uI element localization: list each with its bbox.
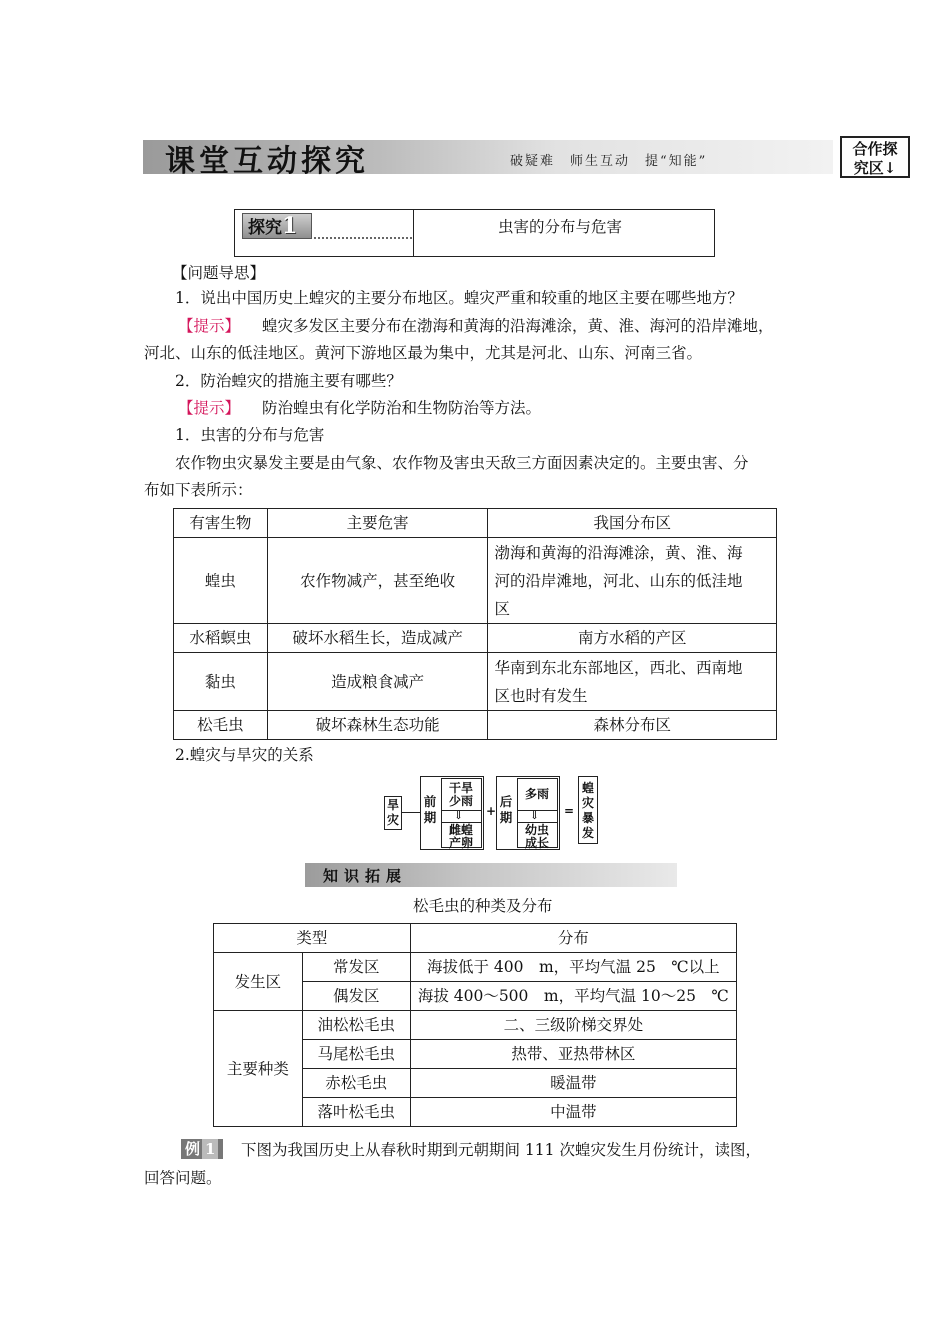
cooperation-zone-link[interactable] bbox=[840, 136, 910, 178]
result-label: 蝗灾暴发 bbox=[581, 781, 594, 840]
pest-area: 南方水稻的产区 bbox=[488, 624, 777, 653]
type-cell: 赤松毛虫 bbox=[302, 1069, 410, 1098]
early-top-label: 干旱少雨 bbox=[448, 781, 473, 808]
guide-heading: 【问题导思】 bbox=[172, 264, 266, 282]
knowledge-table-title: 松毛虫的种类及分布 bbox=[413, 897, 553, 915]
distribution-cell: 海拔 400～500 m，平均气温 10～25 ℃ bbox=[410, 982, 736, 1011]
pest-name: 水稻螟虫 bbox=[174, 624, 268, 653]
drought-box bbox=[384, 796, 402, 830]
body-heading-1: 1．虫害的分布与危害 bbox=[175, 426, 325, 444]
type-cell: 偶发区 bbox=[302, 982, 410, 1011]
answer-1-line-2: 河北、山东的低洼地区。黄河下游地区最为集中，尤其是河北、山东、河南三省。 bbox=[144, 344, 703, 362]
knowledge-banner-label: 知识拓展 bbox=[323, 867, 408, 885]
area-line: 区 bbox=[494, 599, 510, 618]
example-badge-label: 例 bbox=[185, 1140, 201, 1158]
hint-label-2: 【提示】 bbox=[178, 399, 241, 417]
type-cell: 落叶松毛虫 bbox=[302, 1098, 410, 1127]
type-cell: 常发区 bbox=[302, 953, 410, 982]
explore-badge-number: 1 bbox=[282, 213, 298, 239]
answer-2: 防治蝗虫有化学防治和生物防治等方法。 bbox=[262, 399, 542, 417]
distribution-cell: 暖温带 bbox=[410, 1069, 736, 1098]
coop-line-1: 合作探 bbox=[852, 140, 898, 158]
pest-area bbox=[488, 538, 777, 624]
table-header-row bbox=[214, 924, 737, 953]
example-badge bbox=[181, 1139, 223, 1159]
section-header-subtitle: 破疑难 师生互动 提“知能” bbox=[510, 154, 708, 169]
distribution-cell: 热带、亚热带林区 bbox=[410, 1040, 736, 1069]
area-line: 渤海和黄海的沿海滩涂，黄、淮、海 bbox=[494, 543, 743, 562]
section-title: 虫害的分布与危害 bbox=[498, 218, 623, 236]
example-line-2: 回答问题。 bbox=[144, 1169, 222, 1187]
pest-name: 松毛虫 bbox=[174, 711, 268, 740]
distribution-cell: 海拔低于 400 m，平均气温 25 ℃以上 bbox=[410, 953, 736, 982]
area-line: 华南到东北东部地区，西北、西南地 bbox=[494, 658, 743, 677]
example-badge-number: 1 bbox=[202, 1139, 218, 1159]
locust-drought-diagram bbox=[384, 774, 604, 852]
distribution-cell: 二、三级阶梯交界处 bbox=[410, 1011, 736, 1040]
pest-table bbox=[173, 508, 777, 740]
body-paragraph-line-1: 农作物虫灾暴发主要是由气象、农作物及害虫天敌三方面因素决定的。主要虫害、分 bbox=[175, 454, 749, 472]
pine-caterpillar-table bbox=[213, 923, 737, 1127]
answer-1-line-1: 蝗灾多发区主要分布在渤海和黄海的沿海滩涂，黄、淮、海河的沿岸滩地， bbox=[262, 317, 774, 335]
pest-area: 森林分布区 bbox=[488, 711, 777, 740]
body-heading-2: 2.蝗灾与旱灾的关系 bbox=[175, 746, 314, 764]
header-pest: 有害生物 bbox=[174, 509, 268, 538]
table-row bbox=[174, 711, 777, 740]
header-area: 我国分布区 bbox=[488, 509, 777, 538]
pest-harm: 造成粮食减产 bbox=[267, 653, 488, 711]
early-label: 前期 bbox=[423, 794, 437, 825]
table-row bbox=[174, 538, 777, 624]
question-1: 1．说出中国历史上蝗灾的主要分布地区。蝗灾严重和较重的地区主要在哪些地方？ bbox=[175, 289, 743, 307]
coop-line-2: 究区↓ bbox=[853, 159, 897, 177]
table-row bbox=[174, 653, 777, 711]
equals-sign: = bbox=[564, 804, 575, 818]
explore-badge-label: 探究 bbox=[248, 218, 282, 238]
connector-line bbox=[402, 812, 420, 813]
table-row bbox=[214, 1011, 737, 1040]
pest-name: 蝗虫 bbox=[174, 538, 268, 624]
table-row bbox=[174, 624, 777, 653]
pest-harm: 破坏水稻生长，造成减产 bbox=[267, 624, 488, 653]
late-bottom-label: 幼虫成长 bbox=[524, 823, 549, 850]
arrow-down-icon: ⇓ bbox=[454, 809, 464, 822]
explore-badge bbox=[242, 213, 312, 239]
area-line: 河的沿岸滩地，河北、山东的低洼地 bbox=[494, 571, 743, 590]
type-cell: 马尾松毛虫 bbox=[302, 1040, 410, 1069]
hint-label-1: 【提示】 bbox=[178, 317, 241, 335]
example-line-1: 下图为我国历史上从春秋时期到元朝期间 111 次蝗灾发生月份统计，读图， bbox=[241, 1141, 761, 1159]
type-cell: 油松松毛虫 bbox=[302, 1011, 410, 1040]
result-box bbox=[578, 776, 598, 844]
plus-sign: + bbox=[486, 804, 497, 818]
table-header-row bbox=[174, 509, 777, 538]
drought-label: 旱灾 bbox=[386, 798, 399, 827]
table-row bbox=[214, 953, 737, 982]
section-header-title: 课堂互动探究 bbox=[165, 144, 369, 179]
dotted-line bbox=[314, 237, 412, 239]
arrow-down-icon: ⇓ bbox=[530, 809, 540, 822]
late-label: 后期 bbox=[499, 794, 513, 825]
group-main-species: 主要种类 bbox=[214, 1011, 303, 1127]
early-bottom-label: 雌蝗产卵 bbox=[448, 823, 473, 850]
pest-harm: 农作物减产，甚至绝收 bbox=[267, 538, 488, 624]
header-harm: 主要危害 bbox=[267, 509, 488, 538]
pest-harm: 破坏森林生态功能 bbox=[267, 711, 488, 740]
header-distribution: 分布 bbox=[410, 924, 736, 953]
group-occurrence-zone: 发生区 bbox=[214, 953, 303, 1011]
pest-area bbox=[488, 653, 777, 711]
question-2: 2．防治蝗灾的措施主要有哪些？ bbox=[175, 372, 402, 390]
late-top-label: 多雨 bbox=[524, 787, 549, 801]
pest-name: 黏虫 bbox=[174, 653, 268, 711]
section-divider bbox=[413, 210, 414, 256]
distribution-cell: 中温带 bbox=[410, 1098, 736, 1127]
header-type: 类型 bbox=[214, 924, 411, 953]
body-paragraph-line-2: 布如下表所示： bbox=[144, 481, 253, 499]
area-line: 区也时有发生 bbox=[494, 686, 588, 705]
